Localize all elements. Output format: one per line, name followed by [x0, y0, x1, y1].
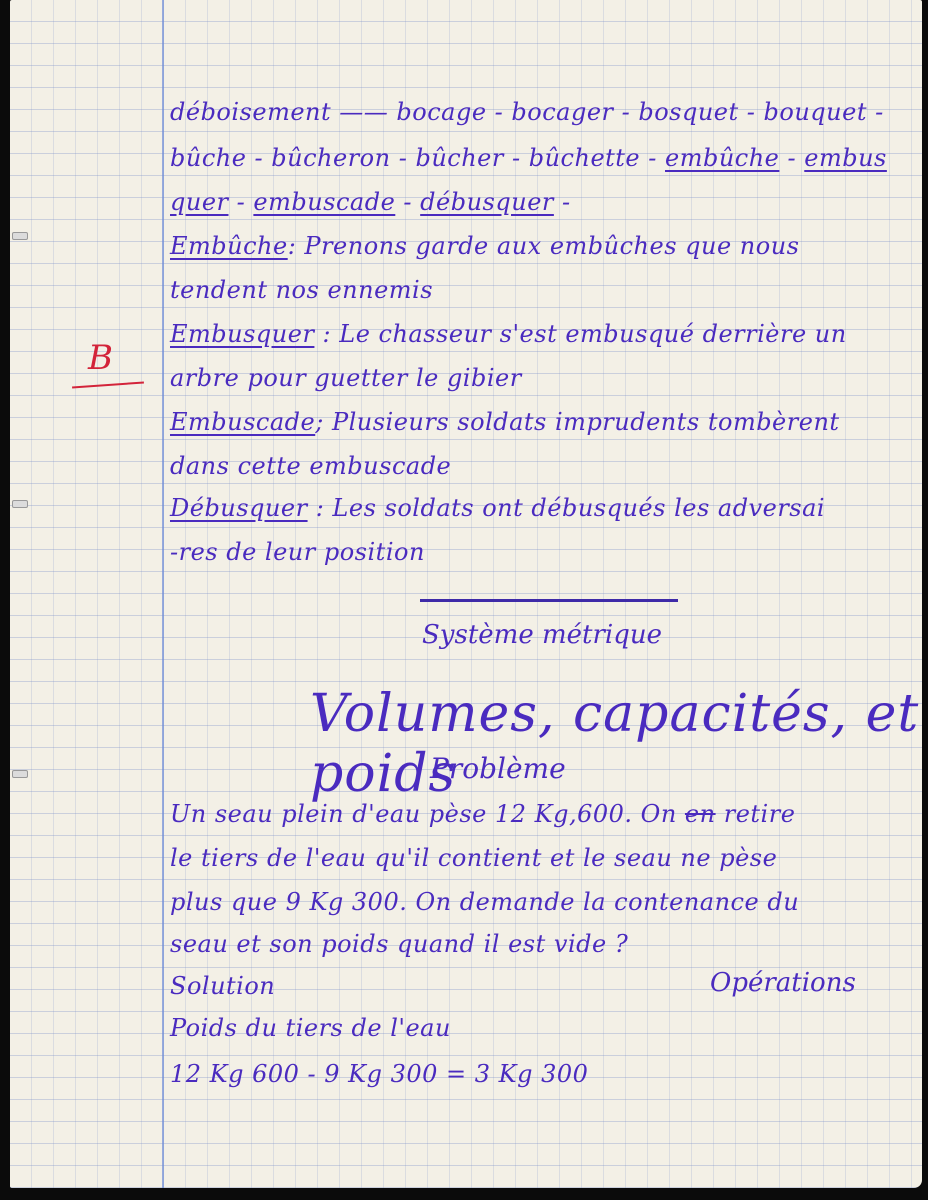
vocab-text: - — [228, 188, 254, 216]
operations-heading: Opérations — [710, 968, 856, 998]
vocab-underlined-word: débusquer — [420, 188, 554, 216]
solution-calculation: 12 Kg 600 - 9 Kg 300 = 3 Kg 300 — [170, 1060, 589, 1088]
sentence-text: tendent nos ennemis — [170, 276, 434, 304]
sentence-text: : Les soldats ont débusqués les adversai — [307, 494, 826, 522]
sentence-text: -res de leur position — [170, 538, 425, 566]
problem-heading: Problème — [430, 752, 566, 785]
vocab-underlined-word: embus — [804, 144, 887, 172]
section-title: Volumes, capacités, et poids — [310, 684, 920, 804]
vocab-text: - — [779, 144, 805, 172]
vocab-text: - — [553, 188, 571, 216]
vocab-text: bûche - bûcheron - bûcher - bûchette - — [170, 144, 665, 172]
staple — [12, 770, 28, 778]
margin-rule — [162, 0, 164, 1188]
sentence-keyword: Embûche — [170, 232, 288, 260]
vocab-line-1 — [170, 98, 884, 126]
solution-label: Solution — [170, 972, 276, 1000]
problem-text: retire — [715, 800, 796, 828]
struck-word: en — [684, 800, 716, 828]
problem-line-3 — [170, 888, 799, 916]
sentence-3 — [170, 408, 840, 436]
problem-text: Un seau plein d'eau pèse 12 Kg,600. On — [170, 800, 685, 828]
notebook-page — [10, 0, 922, 1188]
sentence-2 — [170, 320, 847, 348]
problem-line-4 — [170, 930, 628, 958]
vocab-underlined-word: embuscade — [253, 188, 396, 216]
vocab-underlined-word: quer — [170, 188, 229, 216]
solution-step-calc — [170, 1060, 588, 1088]
sentence-keyword: Embuscade — [170, 408, 316, 436]
sentence-2-cont — [170, 364, 522, 392]
sentence-3-cont — [170, 452, 451, 480]
solution-text: Poids du tiers de l'eau — [170, 1014, 451, 1042]
staple — [12, 232, 28, 240]
sentence-text: : Prenons garde aux embûches que nous — [287, 232, 800, 260]
problem-text: plus que 9 Kg 300. On demande la contenance du — [170, 888, 800, 916]
problem-text: seau et son poids quand il est vide ? — [170, 930, 629, 958]
problem-line-2 — [170, 844, 777, 872]
problem-line-1 — [170, 800, 795, 828]
solution-heading — [170, 972, 275, 1000]
vocab-line-2 — [170, 144, 887, 172]
margin-mark-underline — [72, 381, 144, 388]
solution-step-label — [170, 1014, 451, 1042]
staple — [12, 500, 28, 508]
sentence-4 — [170, 494, 825, 522]
sentence-keyword: Débusquer — [170, 494, 308, 522]
vocab-text: déboisement —— bocage - bocager - bosquet - bouquet - — [170, 98, 884, 126]
sentence-1 — [170, 232, 799, 260]
vocab-line-3 — [170, 188, 571, 216]
sentence-text: dans cette embuscade — [170, 452, 452, 480]
margin-mark: B — [88, 338, 113, 378]
sentence-text: arbre pour guetter le gibier — [170, 364, 522, 392]
section-subtitle: Système métrique — [422, 620, 662, 650]
vocab-text: - — [395, 188, 421, 216]
sentence-text: : Le chasseur s'est embusqué derrière un — [314, 320, 847, 348]
section-separator — [420, 599, 678, 602]
sentence-1-cont — [170, 276, 433, 304]
sentence-keyword: Embusquer — [170, 320, 315, 348]
sentence-text: ; Plusieurs soldats imprudents tombèrent — [315, 408, 840, 436]
vocab-underlined-word: embûche — [665, 144, 780, 172]
sentence-4-cont — [170, 538, 425, 566]
problem-text: le tiers de l'eau qu'il contient et le seau ne pèse — [170, 844, 778, 872]
